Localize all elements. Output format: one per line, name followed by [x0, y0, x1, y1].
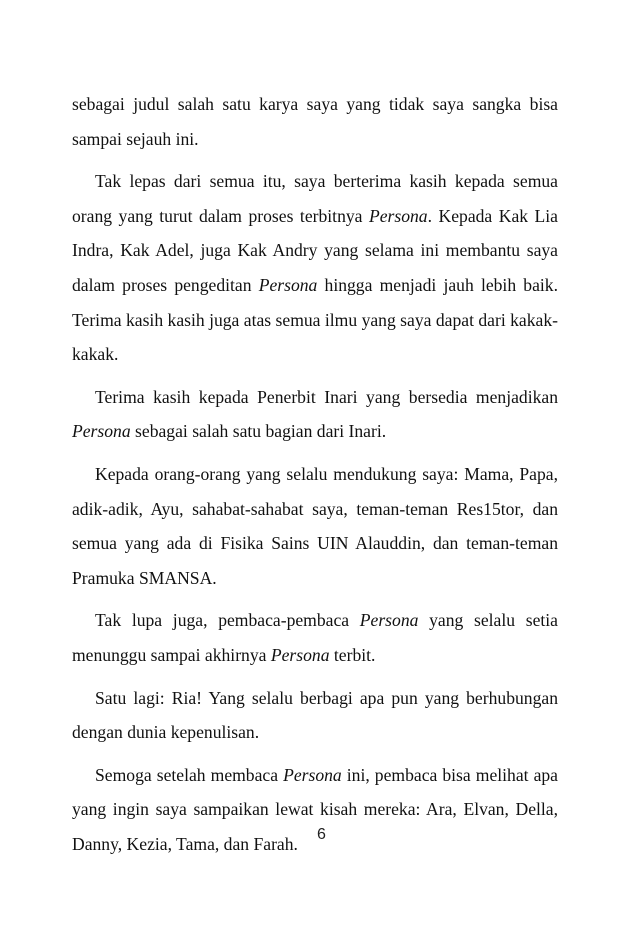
text-segment: Tak lepas dari semua itu, saya berterima kasih kepada semua orang yang turut dalam proses terbitnya	[72, 171, 558, 226]
text-segment: Satu lagi: Ria! Yang selalu berbagi apa pun yang berhubungan dengan dunia kepenulisan.	[72, 687, 558, 743]
paragraph	[72, 380, 558, 449]
paragraph	[72, 758, 558, 862]
text-segment: sebagai judul salah satu karya saya yang tidak saya sangka bisa sampai sejauh ini.	[72, 94, 558, 149]
page-body	[72, 87, 558, 869]
text-segment: Terima kasih kepada Penerbit Inari yang bersedia menjadikan	[95, 386, 558, 407]
italic-title: Persona	[72, 421, 131, 442]
italic-title: Persona	[258, 274, 318, 295]
italic-title: Persona	[283, 764, 342, 785]
text-segment: Kepada orang-orang yang selalu mendukung saya: Mama, Papa, adik-adik, Ayu, sahabat-sahabat saya, teman-teman Res15tor, dan semua yang ada di Fisika Sains UIN Alauddin, dan teman-teman Pramuka SMANSA.	[72, 463, 558, 588]
italic-title: Persona	[270, 644, 330, 665]
paragraph	[72, 681, 558, 750]
text-segment: Tak lupa juga, pembaca-pembaca	[95, 610, 360, 631]
italic-title: Persona	[368, 205, 428, 226]
text-segment: sebagai salah satu bagian dari Inari.	[130, 421, 387, 442]
paragraph	[72, 87, 558, 156]
text-segment: yang selalu setia menunggu sampai akhirnya	[72, 610, 558, 665]
paragraph	[72, 603, 558, 672]
text-segment: terbit.	[329, 644, 376, 665]
text-segment: Semoga setelah membaca	[95, 764, 284, 785]
page-number: 6	[317, 826, 326, 843]
text-segment: hingga menjadi jauh lebih baik. Terima kasih kasih juga atas semua ilmu yang saya dapat dari kakak-kakak.	[72, 274, 558, 365]
paragraph	[72, 457, 558, 595]
italic-title: Persona	[359, 610, 419, 631]
paragraph	[72, 164, 558, 372]
text-segment: . Kepada Kak Lia Indra, Kak Adel, juga Kak Andry yang selama ini membantu saya dalam proses pengeditan	[72, 205, 558, 295]
text-segment: ini, pembaca bisa melihat apa yang ingin saya sampaikan lewat kisah mereka: Ara, Elvan, Della, Danny, Kezia, Tama, dan Farah.	[72, 764, 558, 854]
